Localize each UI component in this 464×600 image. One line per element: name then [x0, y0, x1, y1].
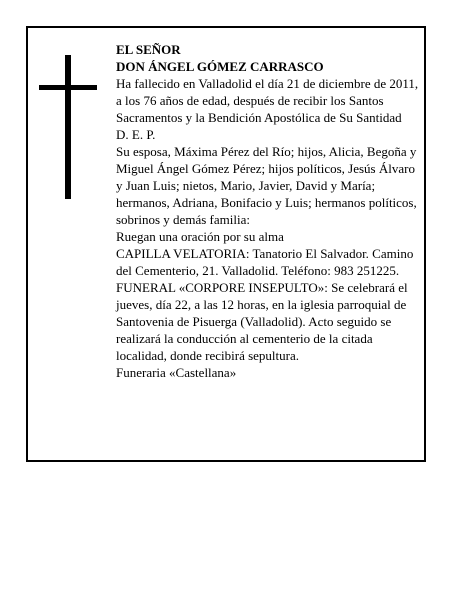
prayer-line: Ruegan una oración por su alma [116, 229, 284, 244]
latin-cross-icon [39, 55, 97, 199]
deceased-name: DON ÁNGEL GÓMEZ CARRASCO [116, 59, 324, 74]
chapel-info: CAPILLA VELATORIA: Tanatorio El Salvador. Camino del Cementerio, 21. Valladolid. Teléfono: 983 251225. [116, 246, 414, 278]
heading-title: EL SEÑOR [116, 42, 181, 57]
cross-horizontal-bar [39, 85, 97, 90]
family-list: Su esposa, Máxima Pérez del Río; hijos, Alicia, Begoña y Miguel Ángel Gómez Pérez; hijos políticos, Jesús Álvaro y Juan Luis; nietos, Mario, Javier, David y María; hermanos, Adriana, Bonifacio y Luis; hermanos políticos, sobrinos y demás familia: [116, 144, 417, 227]
dep-line: D. E. P. [116, 127, 156, 142]
funeral-info: FUNERAL «CORPORE INSEPULTO»: Se celebrará el jueves, día 22, a las 12 horas, en la iglesia parroquial de Santovenia de Pisuerga (Valladolid). Acto seguido se realizará la conducción al cementerio de la citada localidad, donde recibirá sepultura. [116, 280, 408, 363]
notice-text [116, 41, 422, 381]
obituary-notice [26, 26, 426, 462]
announcement: Ha fallecido en Valladolid el día 21 de diciembre de 2011, a los 76 años de edad, después de recibir los Santos Sacramentos y la Bendición Apostólica de Su Santidad [116, 76, 419, 125]
funeral-home: Funeraria «Castellana» [116, 365, 237, 380]
cross-vertical-bar [65, 55, 71, 199]
